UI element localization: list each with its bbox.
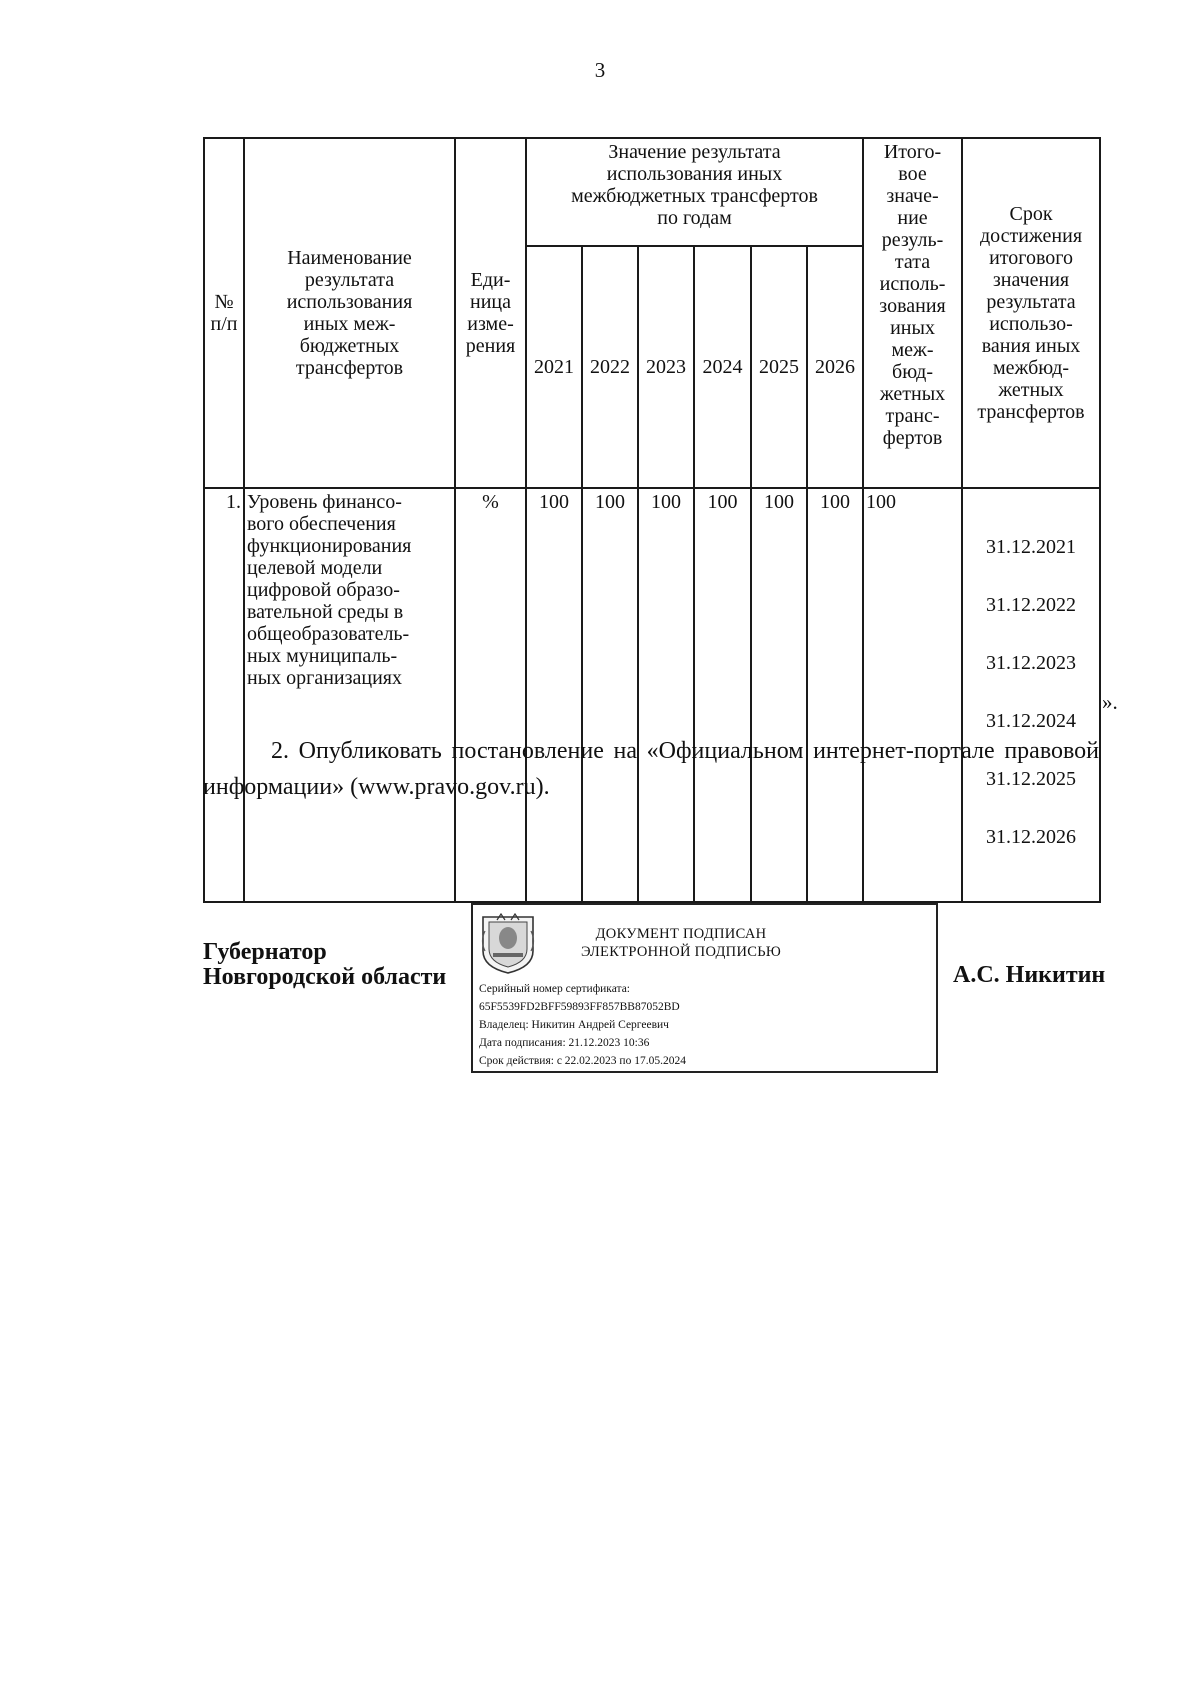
stamp-signed-date: Дата подписания: 21.12.2023 10:36 (479, 1037, 650, 1049)
header-values-group: Значение результата использования иных межбюджетных трансфертов по годам (526, 138, 863, 246)
header-deadline: Срок достижения итогового значения результата использо- вания иных межбюд- жетных трансфертов (962, 138, 1100, 488)
row-date: 31.12.2023 (986, 652, 1077, 674)
header-num: № п/п (204, 138, 244, 488)
stamp-line1: ДОКУМЕНТ ПОДПИСАН (595, 926, 767, 942)
header-name: Наименование результата использования иных меж- бюджетных трансфертов (244, 138, 455, 488)
closing-quote: ». (1102, 690, 1118, 714)
header-year: 2025 (751, 246, 807, 488)
row-value: 100 (638, 488, 694, 902)
header-total: Итого- вое значе- ние резуль- тата исполь- зования иных меж- бюд- жетных транс- фертов (863, 138, 962, 488)
header-year: 2021 (526, 246, 582, 488)
stamp-line2: ЭЛЕКТРОННОЙ ПОДПИСЬЮ (580, 944, 782, 960)
row-value: 100 (526, 488, 582, 902)
stamp-cert-label: Серийный номер сертификата: (479, 983, 630, 995)
row-date: 31.12.2021 (986, 536, 1077, 558)
row-num: 1. (204, 488, 244, 902)
header-year: 2023 (638, 246, 694, 488)
stamp-owner: Владелец: Никитин Андрей Сергеевич (479, 1019, 669, 1031)
coat-of-arms-icon (479, 911, 537, 975)
row-value: 100 (807, 488, 863, 902)
stamp-details (479, 980, 686, 1070)
stamp-cert-number: 65F5539FD2BFF59893FF857BB87052BD (479, 1001, 680, 1013)
header-unit: Еди- ница изме- рения (455, 138, 526, 488)
row-name: Уровень финансо- вого обеспечения функционирования целевой модели цифровой образо- вательной среды в общеобразователь- ных муниципаль- ных организациях (244, 488, 455, 902)
stamp-heading (561, 925, 801, 961)
row-date: 31.12.2025 (986, 768, 1077, 790)
table-header-row (204, 138, 1100, 246)
publish-paragraph: 2. Опубликовать постановление на «Официальном интернет-портале правовой информации» (www.pravo.gov.ru). (203, 738, 1099, 800)
header-year: 2022 (582, 246, 638, 488)
signatory-name: А.С. Никитин (953, 962, 1106, 988)
row-total: 100 (863, 488, 962, 902)
header-year: 2024 (694, 246, 751, 488)
page-number: 3 (594, 58, 606, 82)
row-unit: % (455, 488, 526, 902)
row-date: 31.12.2022 (986, 594, 1077, 616)
header-year: 2026 (807, 246, 863, 488)
row-value: 100 (582, 488, 638, 902)
electronic-signature-stamp (471, 903, 938, 1073)
row-value: 100 (751, 488, 807, 902)
row-date: 31.12.2024 (986, 710, 1077, 732)
stamp-validity: Срок действия: с 22.02.2023 по 17.05.2024 (479, 1055, 686, 1067)
row-dates (962, 488, 1100, 902)
table-row (204, 488, 1100, 902)
signatory-position: Губернатор Новгородской области (203, 939, 447, 990)
row-value: 100 (694, 488, 751, 902)
row-date: 31.12.2026 (986, 826, 1077, 848)
